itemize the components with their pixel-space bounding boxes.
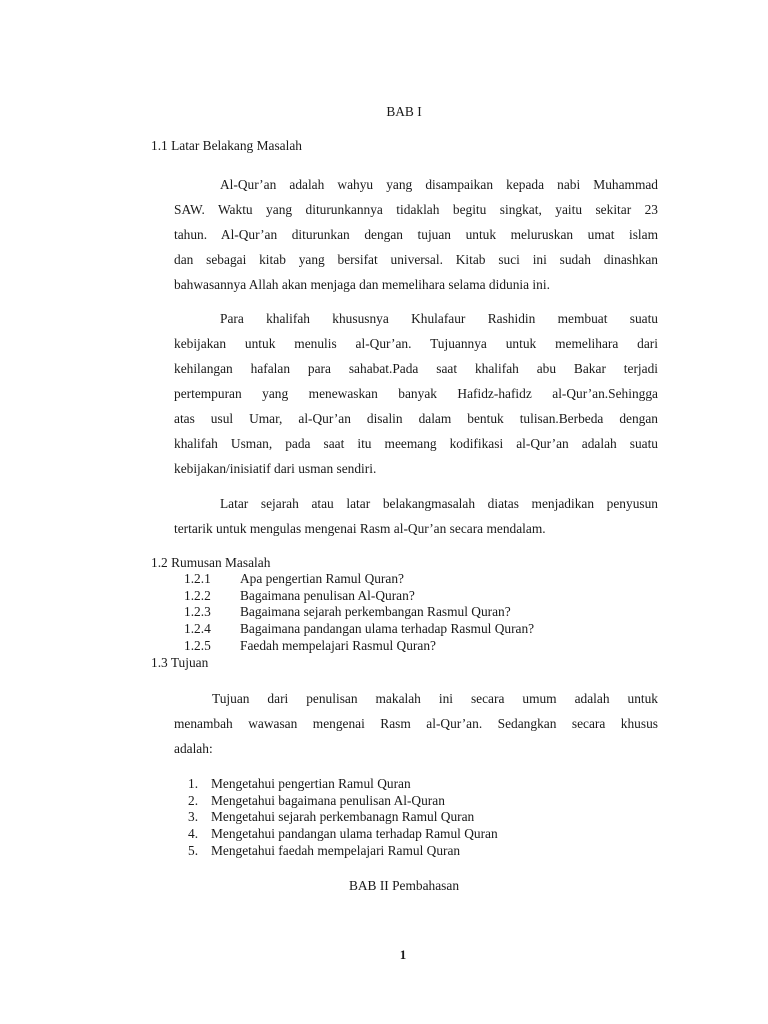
list-item: [188, 826, 498, 843]
list-item-text: Bagaimana pandangan ulama terhadap Rasmul Quran?: [240, 621, 535, 637]
paragraph-line: bahwasannya Allah akan menjaga dan memelihara selama didunia ini.: [174, 277, 550, 292]
background-paragraph-2: [174, 306, 658, 481]
chapter-title: BAB I: [386, 104, 422, 119]
list-item-number: 1.: [188, 776, 199, 791]
list-item-text: Mengetahui sejarah perkembanagn Ramul Quran: [211, 809, 475, 825]
chapter-2-title: BAB II Pembahasan: [348, 878, 460, 893]
page-number: 1: [399, 947, 407, 962]
section-heading-1-1: 1.1 Latar Belakang Masalah: [151, 138, 302, 153]
list-item: [188, 809, 498, 826]
goals-list: [188, 776, 498, 859]
list-item-text: Bagaimana penulisan Al-Quran?: [240, 587, 415, 603]
list-item-number: 1.2.5: [184, 637, 211, 653]
background-paragraph-1: [174, 172, 658, 297]
paragraph-line: kehilangan hafalan para sahabat.Pada saat khalifah abu Bakar terjadi: [174, 361, 658, 376]
goals-paragraph: [174, 686, 658, 761]
list-item: [184, 604, 534, 621]
problem-list: [184, 571, 534, 654]
paragraph-line: kebijakan untuk menulis al-Qur’an. Tujuannya untuk memelihara dari: [174, 336, 658, 351]
list-item-number: 4.: [188, 826, 199, 842]
paragraph-line: kebijakan/inisiatif dari usman sendiri.: [174, 461, 377, 476]
list-item: [188, 793, 498, 810]
paragraph-line: Latar sejarah atau latar belakangmasalah diatas menjadikan penyusun: [220, 496, 658, 511]
list-item-text: Mengetahui pandangan ulama terhadap Ramul Quran: [211, 826, 498, 842]
paragraph-line: Al-Qur’an adalah wahyu yang disampaikan kepada nabi Muhammad: [220, 177, 658, 192]
list-item-text: Bagaimana sejarah perkembangan Rasmul Quran?: [240, 604, 511, 620]
list-item-text: Mengetahui pengertian Ramul Quran: [211, 776, 411, 791]
paragraph-line: SAW. Waktu yang diturunkannya tidaklah begitu singkat, yaitu sekitar 23: [174, 202, 658, 217]
list-item-number: 1.2.1: [184, 571, 211, 586]
list-item: [188, 776, 498, 793]
paragraph-line: tahun. Al-Qur’an diturunkan dengan tujuan untuk meluruskan umat islam: [174, 227, 658, 242]
list-item-text: Apa pengertian Ramul Quran?: [240, 571, 404, 586]
list-item-number: 2.: [188, 792, 199, 808]
background-paragraph-3: [174, 491, 658, 541]
list-item-text: Faedah mempelajari Rasmul Quran?: [240, 637, 436, 653]
list-item: [184, 621, 534, 638]
section-heading-1-2: 1.2 Rumusan Masalah: [151, 555, 271, 570]
section-heading-1-3: 1.3 Tujuan: [151, 655, 209, 670]
list-item-text: Mengetahui bagaimana penulisan Al-Quran: [211, 792, 445, 808]
list-item-text: Mengetahui faedah mempelajari Ramul Quran: [211, 842, 461, 858]
paragraph-line: pertempuran yang menewaskan banyak Hafidz-hafidz al-Qur’an.Sehingga: [174, 386, 658, 401]
list-item-number: 1.2.2: [184, 587, 211, 603]
paragraph-line: menambah wawasan mengenai Rasm al-Qur’an. Sedangkan secara khusus: [174, 716, 658, 731]
paragraph-line: atas usul Umar, al-Qur’an disalin dalam bentuk tulisan.Berbeda dengan: [174, 411, 658, 426]
list-item: [184, 571, 534, 588]
list-item-number: 5.: [188, 842, 199, 858]
list-item-number: 1.2.3: [184, 604, 211, 620]
list-item: [184, 638, 534, 655]
list-item-number: 1.2.4: [184, 621, 211, 637]
paragraph-line: khalifah Usman, pada saat itu meemang kodifikasi al-Qur’an adalah suatu: [174, 436, 658, 451]
paragraph-line: Para khalifah khususnya Khulafaur Rashidin membuat suatu: [220, 311, 658, 326]
list-item: [184, 588, 534, 605]
paragraph-line: Tujuan dari penulisan makalah ini secara umum adalah untuk: [212, 691, 658, 706]
paragraph-line: dan sebagai kitab yang bersifat universal. Kitab suci ini sudah dinashkan: [174, 252, 658, 267]
paragraph-line: adalah:: [174, 741, 213, 756]
paragraph-line: tertarik untuk mengulas mengenai Rasm al-Qur’an secara mendalam.: [174, 521, 546, 536]
list-item: [188, 843, 498, 860]
list-item-number: 3.: [188, 809, 199, 825]
